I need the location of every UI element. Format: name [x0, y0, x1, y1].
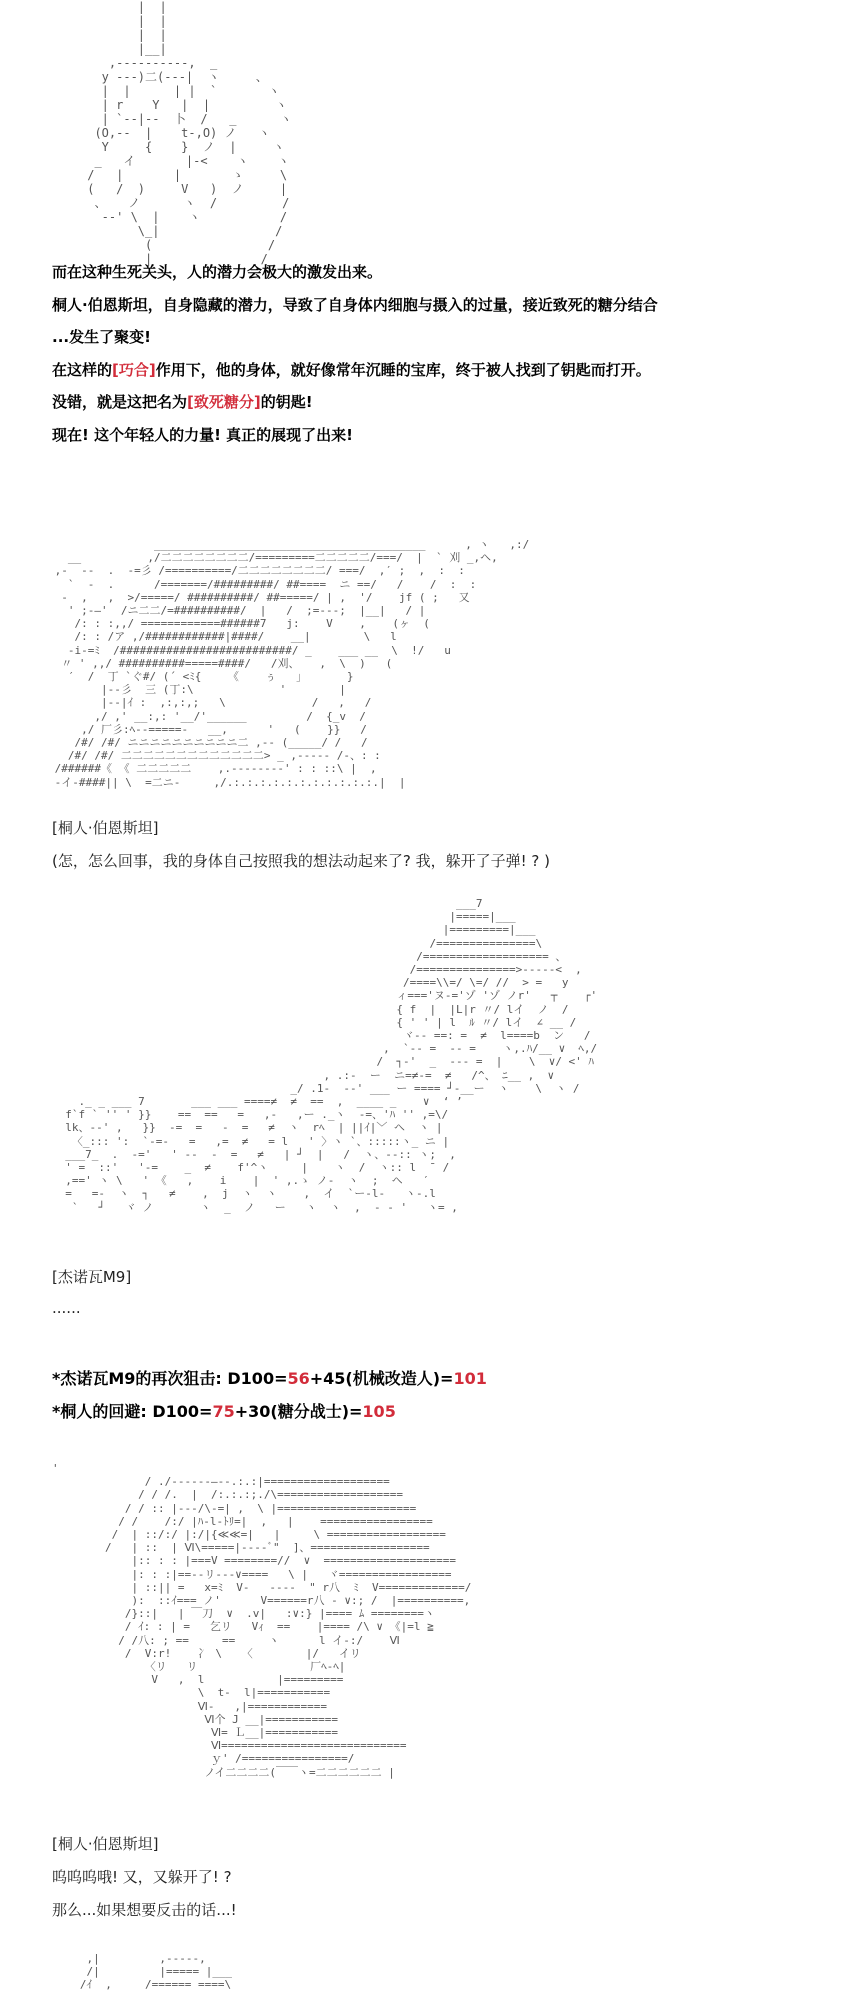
dialogue-kirito-1: (怎，怎么回事，我的身体自己按照我的想法动起来了? 我，躲开了子弹! ? )	[52, 852, 550, 870]
highlight-lethal-sugar: [致死糖分]	[187, 393, 261, 411]
ascii-art-sniper-scene: ___7 |=====|___ |=========|___ /===============\ /=================== 、 /===============>-----< , /====\\=/ \=/ // > = y ィ==='ヌ-='ゾ 'ゾ ノr' ┬ ┌' { f | |L|r 〃/ lイ ノ / { ' ' | l ﾙ 〃/ lイ ∠ __ / ヾ-- ==: = ≠ l====b ン / , `-- = -- = ヽ,.ﾊ/__ ∨ ﾍ,/ / ┐-' _ --- = | \ ∨/ <' ﾊ , .:- ー ニ=≠-= ≠ /^、 ﾆ__ , ∨ _/ .1- --' ___ ー ==== ┘-__ー ヽ \ ヽ / ._ _ ___ 7 ___ ___ ====≠ ≠ == , ____ _ ∨ ‘ ’ f`f ` '' ' }} == == = ,- ,ー ._ヽ -=、'ﾊ '' ,=\/ lk、--' , }} -= = - = ≠ ヽ rﾍ | ||ｲ|﹀ ヘ ヽ | 〈_::: ': `-=- = ,= ≠ = l ' 〉ヽ `、:::::ヽ_ ニ | ___7_ . -=' ' -- - = ≠ | ┘ | / ヽ、--:: ヽ; , ' = ::' '-= _ ≠ f'^ヽ | ヽ / ヽ:: l ̄ / ,==' ヽ \ ' 《 , i | ' ,.ゝ ノ‐ ヽ ; ヘ ′ = =- ヽ ┐ ≠ , j ヽ ヽ , イ `ー-l- ヽ-.l ` ┘ ヾ ノ ヽ _ ノ ー ヽ ヽ , - - ' ヽ= ,	[65, 897, 598, 1214]
roll-value-56: 56	[287, 1369, 310, 1388]
dialogue-kirito-2-line-2: 那么...如果想要反击的话...!	[52, 1901, 237, 1919]
ascii-art-reaction-scene: ' / ./------―--.:.:|=================== / / /. | /:.:.:;./\=================== / / :: |---/\-=| , \ |===================== / / /:/ |ﾊ-l-ﾄﾘ=| , | ================= / | ::/:/ |:/|{≪≪=| | \ ================== / | :: | Ⅵ\=====|----ﾞ" ]、================== |:: : : |===V ========// ∨ ==================== |: : :|==--リ---∨==== \ | ヾ================= | ::|| = x=ﾐ V- ---- " r八 ﾐ V=============/ ): ::ｲ=== ノ' V======r八 - ∨:; / |==========, /}::| | ￣刀 ∨ .v| :∨:} |==== ﾑ ========ヽ / ｲ: : | = 乞リ Vｨ == |==== /\ ∨ 《|=l ≧ / /八: ; == == ヽ l イ-:/ Ⅵ / V:r! 冫 \ 〈 |/ イリ 〈リ リ 厂ﾍ-ﾍ| V , l |========= \ t- l|=========== Ⅵ- ,|============ Ⅵ个 J __|=========== Ⅵ= Ｌ__|=========== Ⅵ============================ ｙ' /================/ ノイ二二二二(￣￣ヽ=二二二二二二 |	[52, 1462, 472, 1779]
roll-total-101: 101	[453, 1369, 487, 1388]
narration-line-5: 没错，就是这把名为[致死糖分]的钥匙!	[52, 393, 313, 411]
narration-line-3: ...发生了聚变!	[52, 328, 151, 346]
highlight-coincidence: [巧合]	[112, 360, 156, 379]
narration-block	[52, 256, 658, 451]
roll-kirito-dodge: *桐人的回避: D100=75+30(糖分战士)=105	[52, 1402, 396, 1421]
speaker-kirito-1: [桐人·伯恩斯坦]	[52, 819, 159, 837]
ascii-art-bottom-partial: ,| ,-----, /| |===== |___ /ｲ , /====== ====\	[79, 1952, 233, 1992]
narration-line-2: 桐人·伯恩斯坦，自身隐藏的潜力，导致了自身体内细胞与摄入的过量，接近致死的糖分结合	[52, 295, 658, 314]
dialogue-kirito-2-line-1: 呜呜呜哦! 又，又躲开了! ?	[52, 1868, 232, 1886]
dialogue-jenova: ......	[52, 1299, 81, 1317]
ascii-art-dodge-scene: _________________________________________ , ヽ ,:/ __ ,/二二二二二二二二/=========二二二二二/===/ | ` 刈 _,ヘ, ,- -- . -=彡 /==========/二二二二二二二二/ ===/ ,′ ; , : : ` - . /=======/#########/ ##==== ニ ==/ / / : : - , , >/=====/ ##########/ ##=====/ | , '/ jf ( ; 又 ' ;-―' /ニ二二/=##########/ | / ;=---; |__| / | /: : :,,/ ============######7 j: V , (ヶ ( /: : /ア ,/############|####/ __| \ l -i-=ﾐ /##########################/ _ ___ __ \ !/ u 〃 ' ,,/ ##########=====####/ /刈、 , \ ) ( ′ / 丁 `ぐ#/ (´ <ﾐ{ 《 ぅ 」 } |--彡 三 (丁:\ ' | |--|ｲ : ,:,:,; \ / , / ,/ ,' __:,: '__/'______ / {_v / ,/ 厂彡:ﾍ--=====- __, ' ( }} / /#/ /#/ ニニニニニニニニニニ二 ,-- (_____/ / / /#/ /#/ 二二二二二二二二二二二二二> _ ,----- /-、: : /######《 《 二二二二二 ,.--------' : : ::\ | , -イ-####|| \ =二ニ- ,/.:.:.:.:.:.:.:.:.:.:.:.| |	[54, 538, 530, 789]
speaker-kirito-2: [桐人·伯恩斯坦]	[52, 1835, 159, 1853]
roll-jenova-snipe: *杰诺瓦M9的再次狙击: D100=56+45(机械改造人)=101	[52, 1369, 487, 1388]
ascii-art-figure-top: | | | | | | |__| ,----------, _ y ---)二(---| ヽ 、 | | | | ` ヽ | r Y | | ヽ | `--|-- 卜 / _ ヽ (O,-- | t-,O) ノ ヽ Y { } ノ | ヽ _ イ |-< ヽ ヽ / | | ゝ \ ( / ) V ) ノ | 、 ノ ヽ / / --' \ | ヽ / \_| / ( / | /	[87, 0, 292, 266]
narration-line-4: 在这样的[巧合]作用下，他的身体，就好像常年沉睡的宝库，终于被人找到了钥匙而打开。	[52, 360, 651, 379]
roll-value-75: 75	[212, 1402, 235, 1421]
roll-total-105: 105	[362, 1402, 396, 1421]
narration-line-6: 现在! 这个年轻人的力量! 真正的展现了出来!	[52, 425, 353, 444]
narration-line-1: 而在这种生死关头，人的潜力会极大的激发出来。	[52, 263, 383, 281]
speaker-jenova: [杰诺瓦M9]	[52, 1268, 132, 1286]
